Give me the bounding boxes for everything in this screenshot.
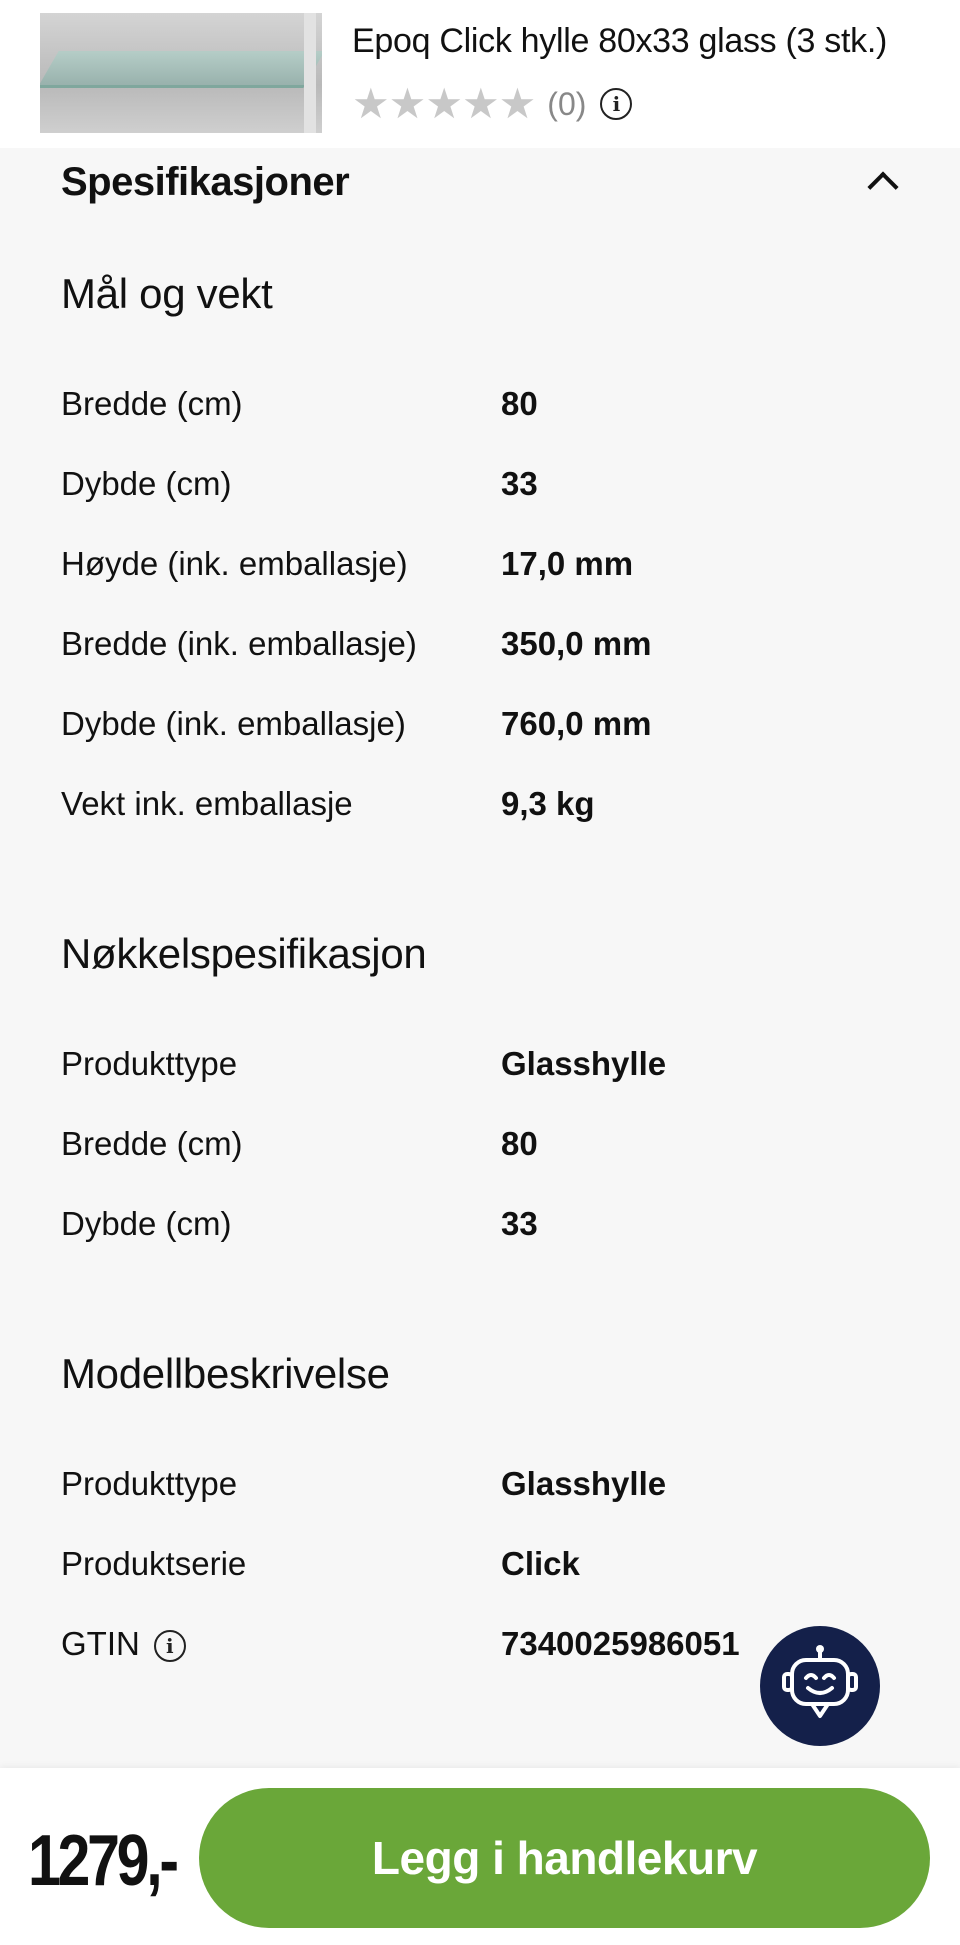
spec-value: 7340025986051 bbox=[501, 1625, 740, 1662]
glass-shelf-image bbox=[40, 51, 322, 88]
spec-value: 80 bbox=[501, 1125, 538, 1162]
star-icon: ★ bbox=[425, 80, 463, 127]
spec-row bbox=[61, 1465, 911, 1505]
product-price: 1279,- bbox=[28, 1821, 176, 1901]
spec-row bbox=[61, 385, 911, 425]
spec-label: Høyde (ink. emballasje) bbox=[61, 545, 408, 582]
spec-row bbox=[61, 1125, 911, 1165]
info-icon[interactable]: i bbox=[154, 1630, 186, 1662]
spec-row bbox=[61, 1045, 911, 1085]
shelf-post-image bbox=[304, 13, 316, 133]
spec-value: Glasshylle bbox=[501, 1045, 667, 1082]
spec-value: Glasshylle bbox=[501, 1465, 667, 1502]
spec-value: 350,0 mm bbox=[501, 625, 652, 662]
chat-robot-icon bbox=[776, 1642, 864, 1730]
star-icon: ★ bbox=[461, 80, 500, 127]
star-icon: ★ bbox=[388, 80, 427, 127]
section-title-nokkelspesifikasjon: Nøkkelspesifikasjon bbox=[61, 930, 427, 977]
spec-value: 9,3 kg bbox=[501, 785, 595, 822]
spec-row bbox=[61, 785, 911, 825]
spec-label: Produkttype bbox=[61, 1045, 238, 1082]
spec-row bbox=[61, 705, 911, 745]
spec-row bbox=[61, 625, 911, 665]
bottom-purchase-bar bbox=[0, 1768, 960, 1945]
spec-row bbox=[61, 1205, 911, 1245]
spec-label bbox=[61, 1625, 186, 1663]
chat-assistant-button[interactable] bbox=[760, 1626, 880, 1746]
gtin-label: GTIN bbox=[61, 1625, 140, 1662]
spec-row bbox=[61, 1545, 911, 1585]
spec-label: Bredde (cm) bbox=[61, 385, 243, 422]
specifications-title: Spesifikasjoner bbox=[61, 160, 350, 204]
spec-label: Bredde (cm) bbox=[61, 1125, 243, 1162]
add-to-cart-button[interactable]: Legg i handlekurv bbox=[199, 1788, 930, 1928]
spec-value: 33 bbox=[501, 465, 538, 502]
section-title-mal-og-vekt: Mål og vekt bbox=[61, 270, 273, 317]
section-title-modellbeskrivelse: Modellbeskrivelse bbox=[61, 1350, 390, 1397]
spec-value: 33 bbox=[501, 1205, 538, 1242]
spec-row bbox=[61, 465, 911, 505]
spec-value: 760,0 mm bbox=[501, 705, 652, 742]
product-title: Epoq Click hylle 80x33 glass (3 stk.) bbox=[352, 22, 888, 60]
info-icon[interactable]: i bbox=[600, 88, 632, 120]
spec-label: Bredde (ink. emballasje) bbox=[61, 625, 417, 662]
product-thumbnail[interactable] bbox=[40, 13, 322, 133]
spec-row bbox=[61, 545, 911, 585]
spec-value: Click bbox=[501, 1545, 580, 1582]
spec-value: 80 bbox=[501, 385, 538, 422]
spec-label: Dybde (ink. emballasje) bbox=[61, 705, 406, 742]
spec-value: 17,0 mm bbox=[501, 545, 634, 582]
specifications-toggle[interactable] bbox=[0, 148, 960, 228]
sticky-product-header bbox=[0, 0, 960, 148]
star-icon: ★ bbox=[498, 80, 537, 127]
spec-label: Produktserie bbox=[61, 1545, 247, 1582]
spec-label: Dybde (cm) bbox=[61, 1205, 232, 1242]
spec-label: Vekt ink. emballasje bbox=[61, 785, 353, 822]
spec-label: Dybde (cm) bbox=[61, 465, 232, 502]
rating-count: (0) bbox=[547, 85, 587, 122]
star-icon: ★ bbox=[352, 80, 390, 127]
spec-label: Produkttype bbox=[61, 1465, 238, 1502]
product-rating[interactable] bbox=[352, 82, 632, 126]
